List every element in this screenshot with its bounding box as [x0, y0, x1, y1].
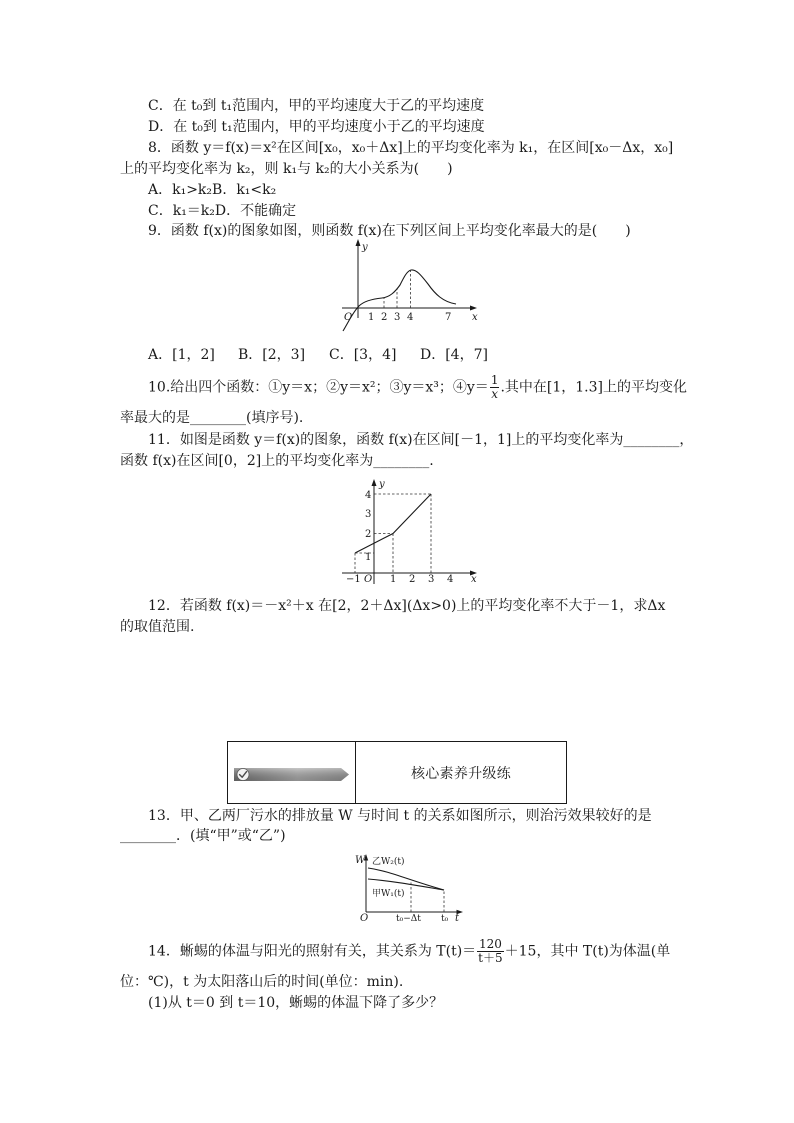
q11-x-tick: 4: [447, 574, 454, 585]
q13-t-label: t: [455, 913, 460, 924]
q9-x-tick: 3: [394, 312, 401, 323]
q9-origin-label: O: [344, 312, 353, 323]
section-title: 核心素养升级练: [410, 765, 512, 782]
q9-y-label: y: [362, 242, 368, 253]
q10-fraction: [490, 374, 500, 401]
q9-y-axis-arrow: [356, 239, 361, 246]
q9-x-tick: 7: [445, 312, 452, 323]
q13-w-label: W: [355, 855, 366, 866]
q14-stem-prefix: 14．蜥蜴的体温与阳光的照射有关，其关系为 T(t)＝: [148, 943, 477, 960]
q13-tick-t0: t₀: [441, 914, 449, 924]
q10-frac-numerator: 1: [490, 373, 499, 387]
q14-frac-denominator: t＋5: [478, 951, 503, 965]
q11-x-label: x: [471, 574, 477, 585]
q11-y-tick: 4: [365, 490, 372, 501]
q11-x-tick: −1: [346, 574, 361, 585]
q13-origin-label: O: [360, 913, 369, 924]
q11-x-tick: 3: [428, 574, 435, 585]
q10-stem-line2: 率最大的是________(填序号).: [120, 410, 304, 426]
q9-x-label: x: [472, 312, 478, 323]
q14-sub-question-1: (1)从 t＝0 到 t＝10，蜥蜴的体温下降了多少？: [148, 995, 444, 1011]
q11-y-tick: 2: [365, 529, 372, 540]
q9-x-tick: 1: [368, 312, 375, 323]
q14-frac-numerator: 120: [478, 937, 502, 951]
q13-curve-jia-label: 甲W₁(t): [372, 889, 405, 899]
q11-origin-label: O: [364, 574, 373, 585]
q9-option-c: C．[3，4]: [329, 347, 397, 363]
q11-stem-line2: 函数 f(x)在区间[0，2]上的平均变化率为________.: [120, 453, 434, 469]
q12-stem-line1: 12．若函数 f(x)＝－x²＋x 在[2，2＋Δx](Δx>0)上的平均变化率不大于－1，求Δx: [148, 598, 666, 614]
q12-stem-line2: 的取值范围.: [120, 619, 195, 635]
q8-options-line2: C．k₁＝k₂D．不能确定: [148, 203, 297, 219]
q11-y-label: y: [379, 479, 385, 490]
q14-fraction: [477, 938, 503, 965]
q8-options-line1: A．k₁>k₂B．k₁<k₂: [148, 182, 277, 198]
q11-y-tick: 3: [365, 509, 372, 520]
q13-emission-graph: [350, 850, 468, 926]
section-header-box: [227, 741, 567, 804]
q10-stem-prefix: 10.给出四个函数：①y＝x；②y＝x²；③y＝x³；④y＝: [148, 379, 489, 396]
q7-option-d: D．在 t₀到 t₁范围内，甲的平均速度小于乙的平均速度: [148, 119, 485, 135]
q14-stem-suffix: ＋15，其中 T(t)为体温(单: [504, 943, 671, 960]
q9-option-d: D．[4，7]: [420, 347, 488, 363]
q11-stem-line1: 11．如图是函数 y＝f(x)的图象，函数 f(x)在区间[－1，1]上的平均变化率为________，: [148, 432, 694, 448]
q14-stem-line2: 位：℃)，t 为太阳落山后的时间(单位：min).: [120, 974, 404, 990]
q10-stem-line1: [148, 374, 687, 401]
q9-option-b: B．[2，3]: [238, 347, 306, 363]
q11-y-axis-arrow: [372, 479, 377, 486]
section-banner-cell: [228, 742, 356, 803]
q13-stem-line1: 13．甲、乙两厂污水的排放量 W 与时间 t 的关系如图所示，则治污效果较好的是: [148, 808, 652, 824]
q9-x-tick: 2: [381, 312, 388, 323]
q10-frac-denominator: x: [491, 387, 499, 401]
q11-x-tick: 2: [409, 574, 416, 585]
q9-x-axis-arrow: [470, 306, 477, 311]
q9-stem: 9．函数 f(x)的图象如图，则函数 f(x)在下列区间上平均变化率最大的是( ): [148, 223, 631, 239]
q8-stem-line1: 8．函数 y＝f(x)＝x²在区间[x₀，x₀＋Δx]上的平均变化率为 k₁，在区间[x₀－Δx，x₀]: [148, 140, 674, 156]
q10-stem-suffix: .其中在[1，1.3]上的平均变化: [500, 379, 687, 396]
q9-function-graph: [335, 236, 485, 336]
q8-stem-line2: 上的平均变化率为 k₂，则 k₁与 k₂的大小关系为( ): [120, 161, 453, 177]
q13-stem-line2: ________．(填“甲”或“乙”): [120, 828, 286, 844]
q9-option-a: A．[1，2]: [148, 347, 215, 363]
q13-curve-yi: [368, 868, 444, 890]
q11-function-graph: [338, 476, 486, 588]
q13-tick-t0-minus: t₀−Δt: [396, 914, 421, 924]
q13-curve-yi-label: 乙W₂(t): [372, 857, 405, 867]
q14-stem-line1: [148, 938, 670, 965]
checkmark-icon: [237, 769, 249, 781]
q11-y-tick: 1: [365, 552, 372, 563]
section-title-cell: [356, 742, 566, 803]
q9-x-tick: 4: [407, 312, 414, 323]
section-banner: [228, 742, 354, 803]
q7-option-c: C．在 t₀到 t₁范围内，甲的平均速度大于乙的平均速度: [148, 98, 485, 114]
q11-x-tick: 1: [390, 574, 397, 585]
